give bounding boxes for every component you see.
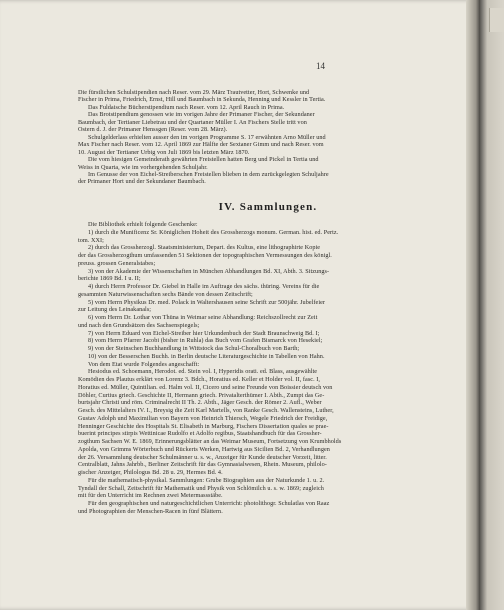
- text-line: Das Brotstipendium genossen wie im vorigen Jahre der Primaner Fischer, der Sekundaner: [88, 111, 315, 119]
- text-line: burtsjahr Christi und röm. Criminalrecht II Th. 2. Abth., Jäger Gesch. der Römer 2. Aufl., Weber: [78, 399, 322, 407]
- text-line: der 26. Versammlung deutscher Schulmänner u. s. w., Anzeiger für Kunde deutscher Vorzeit, litter.: [78, 453, 327, 461]
- text-line: 10. August der Tertianer Urbig von Juli 1869 bis letzten März 1870.: [78, 148, 250, 156]
- text-line: mit für den Unterricht im Rechnen zwei Metermassstäbe.: [78, 492, 223, 500]
- text-line: 2) durch das Grossherzogl. Staatsministerium, Depart. des Kultus, eine lithographirte Kopie: [88, 244, 321, 252]
- text-line: 6) vom Herrn Dr. Lothar von Thüna in Weimar seine Abhandlung: Reichszollrecht zur Zeit: [88, 314, 318, 321]
- text-line: Gustav Adolph und Maximilian von Bayern von Heinrich Thiersch, Wegele Friedrich der Freidige,: [78, 414, 328, 422]
- text-line: Die Bibliothek erhielt folgende Geschenke:: [88, 221, 198, 228]
- text-line: Komödien des Plautus erklärt von Lorenz 3. Bdch., Horatius ed. Keller et Holder vol. II, fasc. I,: [78, 376, 320, 383]
- text-line: Die fürstlichen Schulstipendien nach Reser. vom 29. März Trautvetter, Hort, Schwenke und: [78, 89, 310, 96]
- text-line: Centralblatt, Jahns Jahrbb., Berliner Zeitschrift für das Gymnasialwesen, Rhein. Museum, philolo-: [78, 461, 327, 469]
- text-line: 3) von der Akademie der Wissenschaften in München Abhandlungen Bd. XI, Abth. 3. Sitzungs-: [88, 267, 330, 275]
- text-line: und Photographien der Menschen-Racen in fünf Blättern.: [78, 507, 223, 515]
- text-line: 4) durch Herrn Professor Dr. Giebel in Halle im Auftrage des sächs. thüring. Vereins für die: [88, 283, 320, 290]
- text-line: Döhler, Curtius griech. Geschichte II, Hermann griech. Privatalterthümer I. Abth., Zumpt das Ge-: [78, 391, 325, 399]
- text-line: Fischer in Prima, Friedrich, Ernst, Hill und Baumbach in Sekunda, Henning und Kessler in Tertia.: [78, 96, 326, 104]
- text-line: Tyndall der Schall, Zeitschrift für Mathematik und Physik von Schlömilch u. s. w. 1869; zugleich: [78, 484, 324, 492]
- next-page-edge: [480, 0, 504, 610]
- text-line: 7) von Herrn Eduard von Eichel-Streiber hier Urkundenbuch der Stadt Braunschweig Bd. I;: [88, 329, 320, 337]
- text-line: gischer Anzeiger, Philologus Bd. 28 u. 29, Hermes Bd. 4.: [78, 469, 223, 476]
- text-line: Baumbach, der Tertianer Liebetrau und der Quartaner Müller I. An Fischers Stelle tritt von: [78, 118, 307, 126]
- text-line: 10) von der Besserschen Buchh. in Berlin deutsche Literaturgeschichte in Tabellen von Hahn.: [88, 352, 325, 360]
- text-line: gesammten Naturwissenschaften sechs Bände von dessen Zeitschrift;: [78, 290, 253, 298]
- text-line: Für den geographischen und naturgeschichtlichen Unterricht: photolithogr. Schulatlas von Raaz: [88, 500, 330, 507]
- text-line: zogthum Sachsen W. E. 1869, Erinnerungsblätter an das Weimar Museum, Fortsetzung von Krumbholds: [78, 438, 342, 445]
- text-line: preuss. grossen Generalstabes;: [78, 259, 156, 267]
- text-line: Horatius ed. Müller, Quintilian. ed. Halm vol. II, Cicero und seine Freunde von Boissier deutsch von: [78, 383, 333, 391]
- text-line: Die vom hiesigen Gemeinderath gewährten Freistellen hatten Berg und Pickel in Tertia und: [88, 156, 319, 164]
- page-number: 14: [316, 61, 325, 71]
- text-line: Max Fischer nach Reser. vom 12. April 1869 zur Hälfte der Sextaner Gimm und nach Reser. vom: [78, 141, 324, 149]
- text-line: Für die mathematisch-physikal. Sammlungen: Grube Biographien aus der Naturkunde 1. u. 2.: [88, 476, 325, 484]
- text-line: 8) vom Herrn Pfarrer Jacobi (bisher in Ruhla) das Buch vom Grafen Bismarck von Hesekiel;: [88, 337, 323, 345]
- text-line: Henninger Geschichte des Hospitals St. Elisabeth in Marburg, Fischers Dissertation quales se prae-: [78, 422, 329, 430]
- text-line: der Primaner Hort und der Sekundaner Baumbach.: [78, 178, 206, 186]
- text-line: und nach den Grundsätzen des Sachsenspiegels;: [78, 321, 200, 329]
- text-line: Im Genusse der von Eichel-Streiberschen Freistellen blieben in dem zurückgelegten Schuljahre: [88, 170, 329, 178]
- text-line: Von dem Etat wurde Folgendes angeschafft:: [88, 360, 200, 368]
- text-line: buerint principes stirpis Wettinicae Rudolfo et Adolfo regibus, Staatshandbuch für das Grossher-: [78, 430, 322, 438]
- book-gutter: [466, 0, 480, 610]
- text-line: berichte 1869 Bd. I u. II;: [78, 275, 141, 283]
- text-line: zur Leitung des Leinakanals;: [78, 306, 152, 314]
- text-line: Schulgelderlass erhielten ausser den im vorigen Programme S. 17 erwähnten Arno Müller und: [88, 133, 326, 141]
- text-line: tom. XXI;: [78, 236, 104, 244]
- page-tab-marker: [489, 8, 504, 32]
- text-line: 5) vom Herrn Physikus Dr. med. Polack in Waltershausen seine Schrift zur 500jähr. Jubelfeier: [88, 298, 325, 306]
- text-line: Gesch. des Mittelalters IV. I., Breysig die Zeit Karl Martells, von Ranke Gesch. Wallensteins, Luther,: [78, 407, 334, 414]
- text-line: Das Fuldaische Bücherstipendium nach Reser. vom 12. April Rauch in Prima.: [88, 103, 285, 111]
- text-line: der das Grossherzogthum umfassenden 51 Sektionen der topographischen Vermessungen des königl.: [78, 252, 332, 259]
- text-line: Apolda, von Grimms Wörterbuch und Rückerts Werken, Hartwig aus Sicilien Bd. 2, Verhandlungen: [78, 445, 330, 453]
- text-line: Weiss in Quarta, wie im vorhergehenden Schuljahr.: [78, 163, 208, 171]
- text-line: Ostern d. J. der Primaner Henssgen (Reser. vom 28. März).: [78, 126, 228, 134]
- text-line: Hesiodus ed. Schoemann, Herodot. ed. Stein vol. I, Hyperidis orati. ed. Blass, ausgewählte: [88, 368, 318, 376]
- text-line: 1) durch die Munificenz Sr. Königlichen Hoheit des Grossherzogs monum. German. hist. ed. Pertz.: [88, 228, 339, 236]
- text-line: 9) von der Steinschen Buchhandlung in Wittstock das Schul-Choralbuch von Barth;: [88, 345, 300, 352]
- section-heading: IV. Sammlungen.: [218, 201, 318, 213]
